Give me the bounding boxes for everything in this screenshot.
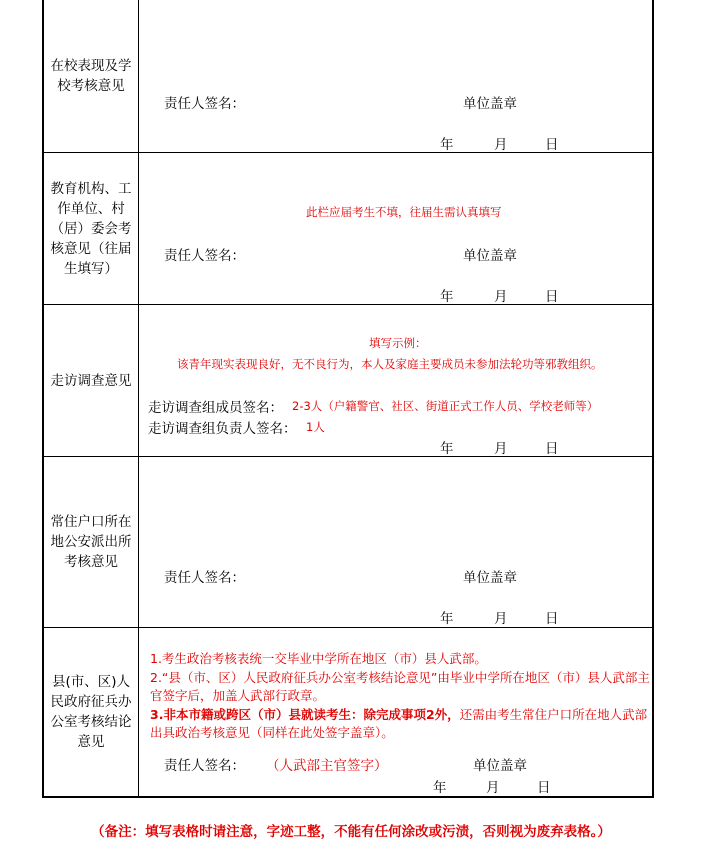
example-text: 该青年现实表现良好，无不良行为，本人及家庭主要成员未参加法轮功等邪教组织。 (177, 357, 603, 371)
example-title: 填写示例： (369, 336, 427, 350)
edu-note: 此栏应届考生不填，往届生需认真填写 (306, 205, 502, 219)
signer-label: 责任人签名： (164, 96, 245, 112)
date-month: 月 (494, 441, 508, 457)
signer-note: （人武部主官签字） (266, 758, 388, 774)
cell-visit-review (140, 305, 652, 456)
signer-label: 责任人签名： (164, 758, 245, 774)
label-visit-review: 走访调查意见 (44, 305, 139, 456)
date-month: 月 (494, 611, 508, 627)
label-edu-review: 教育机构、工作单位、村（居）委会考核意见（往届生填写） (44, 153, 139, 304)
date-year: 年 (440, 441, 454, 457)
political-review-table (42, 0, 654, 798)
label-county-review: 县(市、区)人民政府征兵办公室考核结论意见 (44, 628, 139, 796)
row-police-review (44, 457, 652, 628)
stamp-label: 单位盖章 (473, 758, 527, 774)
signer-label: 责任人签名： (164, 570, 245, 586)
date-day: 日 (545, 137, 559, 153)
date-year: 年 (440, 611, 454, 627)
cell-police-review (140, 457, 652, 627)
stamp-label: 单位盖章 (463, 96, 517, 112)
date-day: 日 (537, 780, 551, 796)
note-2: 2.“县（市、区）人民政府征兵办公室考核结论意见”由毕业中学所在地区（市）县人武部主官签字后，加盖人武部行政章。 (150, 669, 650, 703)
member-sign-label: 走访调查组成员签名： (148, 400, 283, 416)
cell-edu-review (140, 153, 652, 304)
signer-label: 责任人签名： (164, 248, 245, 264)
date-day: 日 (545, 611, 559, 627)
date-year: 年 (433, 780, 447, 796)
cell-school-review (140, 0, 652, 152)
row-edu-review (44, 153, 652, 305)
date-month: 月 (486, 780, 500, 796)
leader-sign-value: 1人 (306, 420, 325, 434)
row-school-review (44, 0, 652, 153)
member-sign-value: 2-3人（户籍警官、社区、街道正式工作人员、学校老师等） (292, 399, 599, 413)
stamp-label: 单位盖章 (463, 570, 517, 586)
cell-county-review (140, 628, 652, 796)
date-month: 月 (494, 137, 508, 153)
county-notes (150, 650, 654, 743)
row-county-review (44, 628, 652, 796)
footer-remark: （备注：填写表格时请注意，字迹工整，不能有任何涂改或污渍，否则视为废弃表格。） (91, 824, 611, 840)
row-visit-review (44, 305, 652, 457)
leader-sign-label: 走访调查组负责人签名： (148, 421, 297, 437)
note-3: 3.非本市籍或跨区（市）县就读考生：除完成事项2外，还需由考生常住户口所在地人武部出具政治考核意见（同样在此处签字盖章）。 (150, 706, 648, 740)
date-day: 日 (545, 289, 559, 305)
date-month: 月 (494, 289, 508, 305)
label-police-review: 常住户口所在地公安派出所考核意见 (44, 457, 139, 627)
date-year: 年 (440, 289, 454, 305)
note-1: 1.考生政治考核表统一交毕业中学所在地区（市）县人武部。 (150, 651, 487, 666)
stamp-label: 单位盖章 (463, 248, 517, 264)
date-day: 日 (545, 441, 559, 457)
date-year: 年 (440, 137, 454, 153)
label-school-review: 在校表现及学校考核意见 (44, 0, 139, 152)
